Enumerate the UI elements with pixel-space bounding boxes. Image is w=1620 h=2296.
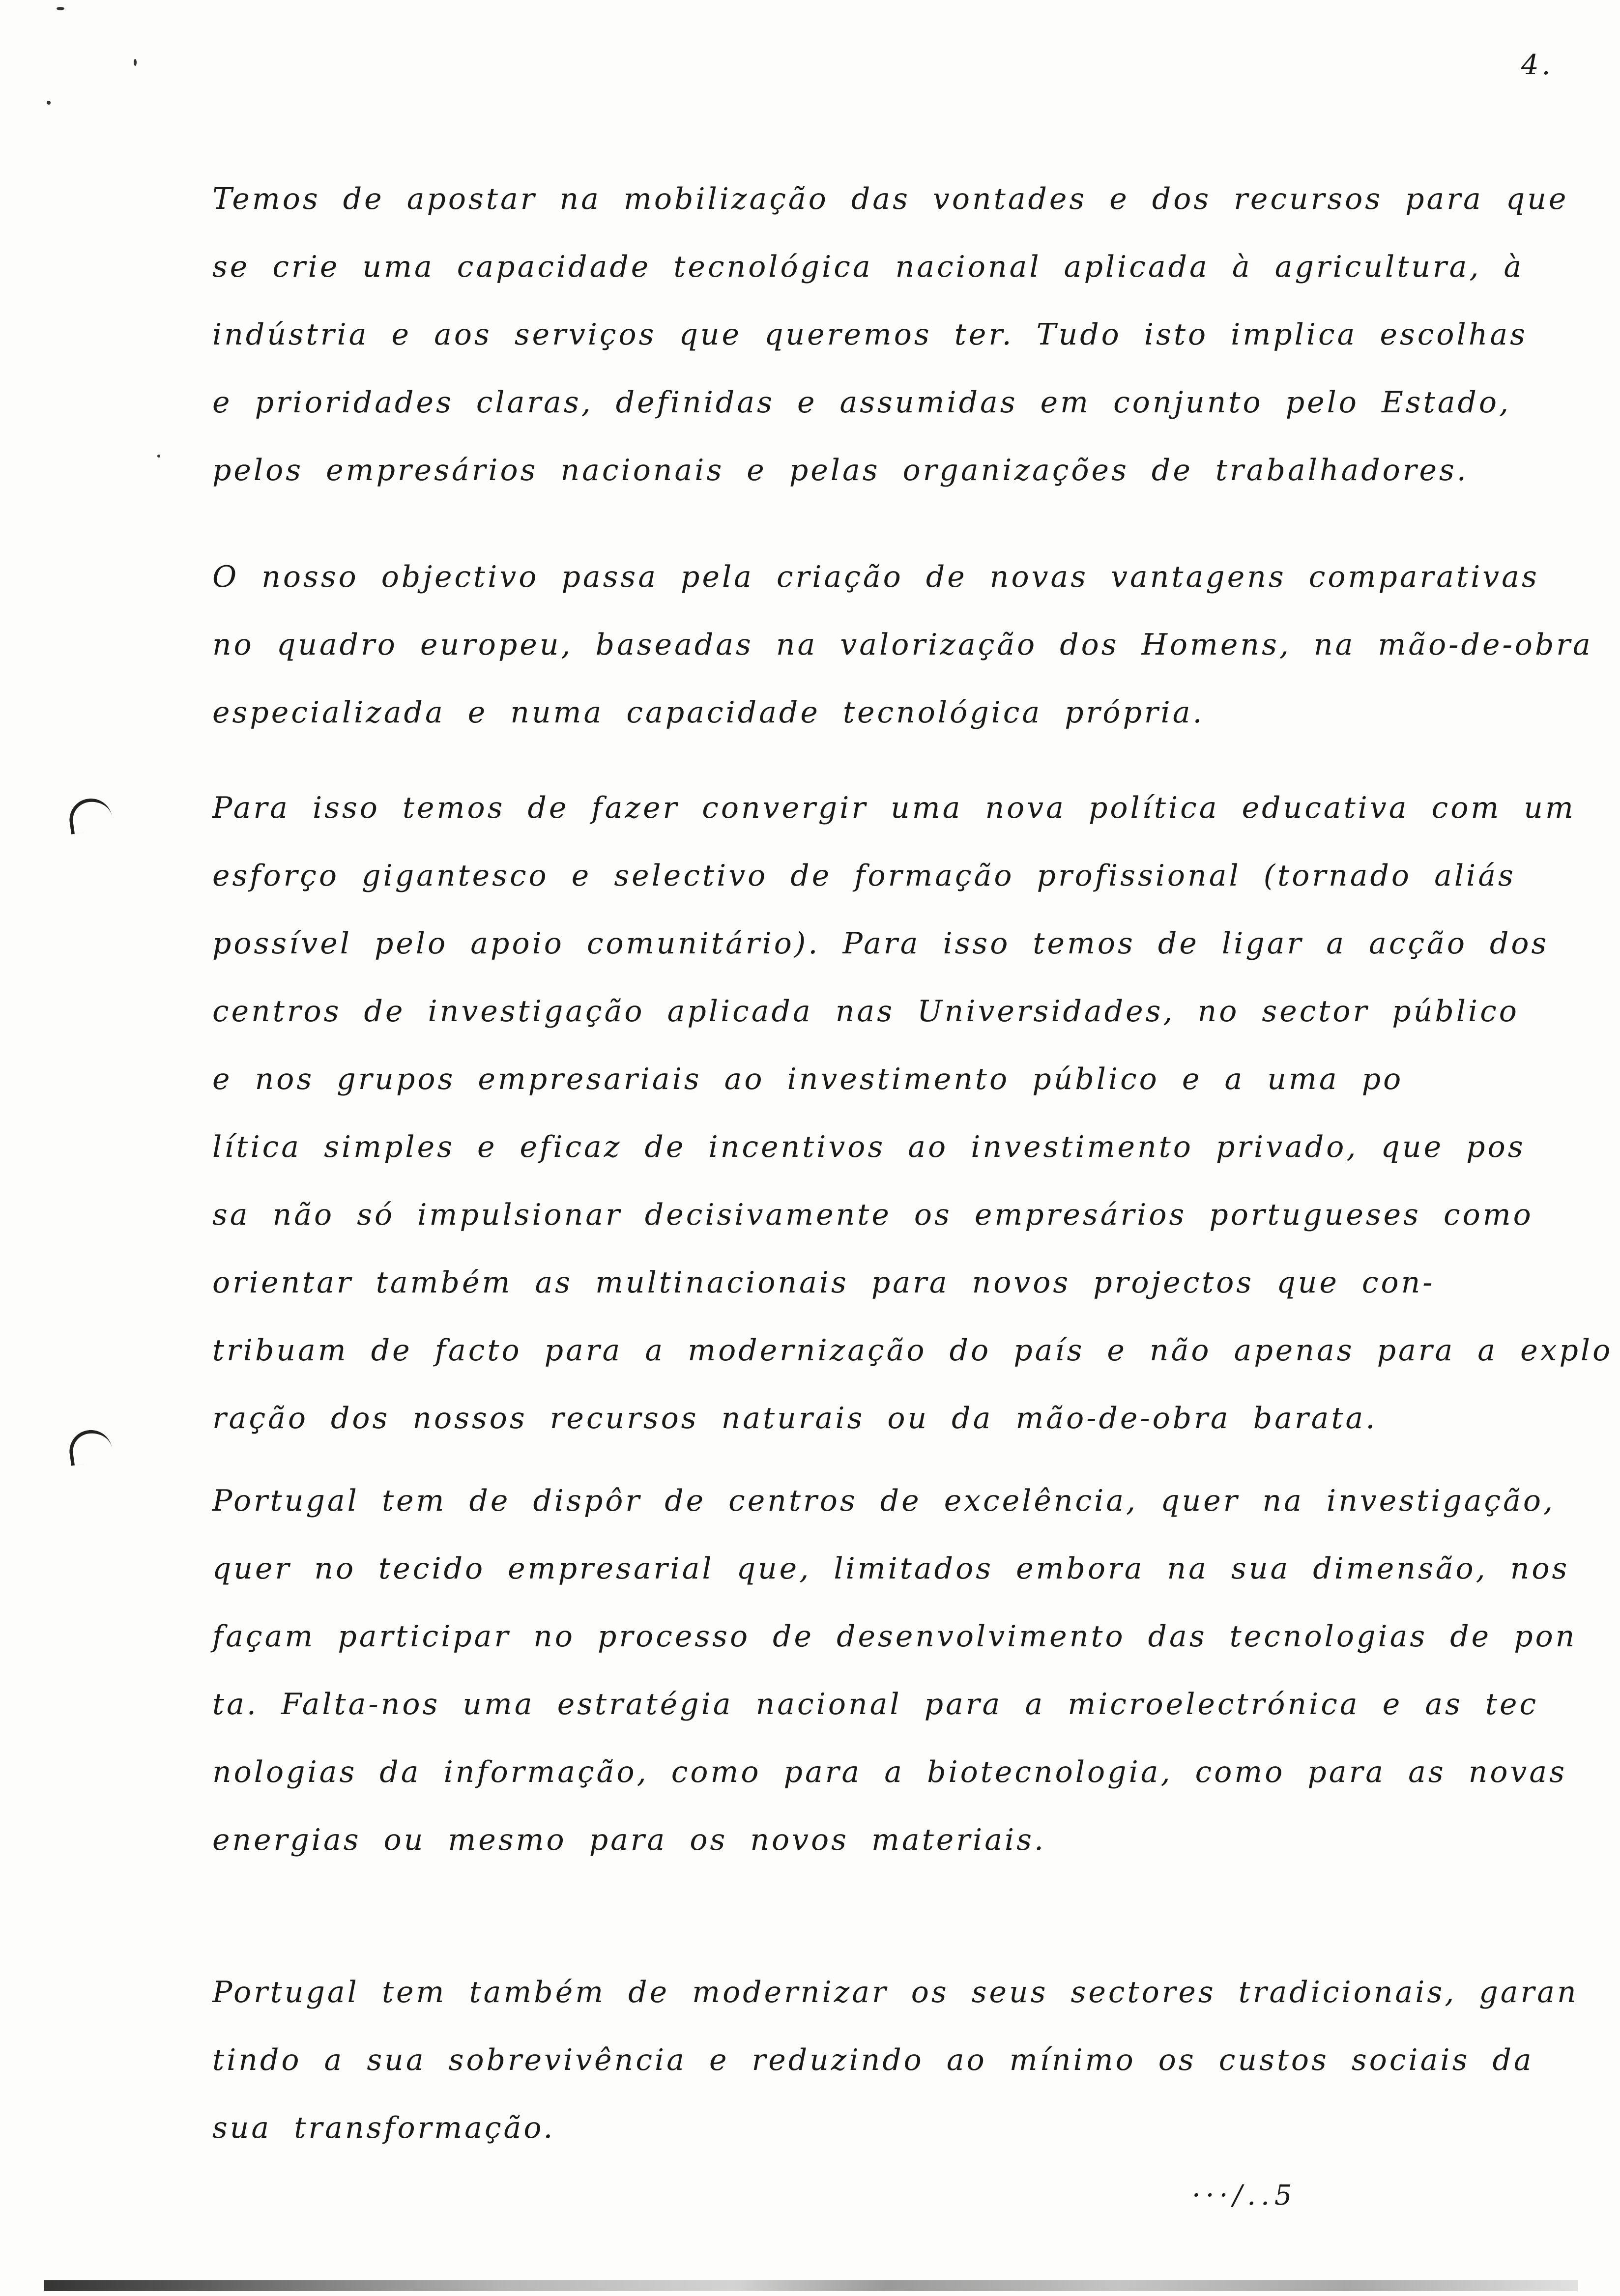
text-line: ração dos nossos recursos naturais ou da mão-de-obra barata. bbox=[212, 1401, 1378, 1435]
text-line: e nos grupos empresariais ao investimento público e a uma po bbox=[212, 1062, 1404, 1096]
text-line: energias ou mesmo para os novos materiais. bbox=[212, 1823, 1046, 1857]
continuation-mark: ···/..5 bbox=[1192, 2180, 1297, 2211]
text-line: quer no tecido empresarial que, limitados embora na sua dimensão, nos bbox=[212, 1551, 1570, 1586]
text-line: nologias da informação, como para a biotecnologia, como para as novas bbox=[212, 1755, 1567, 1789]
text-line: sa não só impulsionar decisivamente os empresários portugueses como bbox=[212, 1198, 1533, 1232]
text-line: especializada e numa capacidade tecnológica própria. bbox=[212, 695, 1205, 730]
paragraph-2 bbox=[212, 543, 1593, 746]
scan-speck bbox=[134, 59, 137, 66]
text-line: tindo a sua sobrevivência e reduzindo ao mínimo os custos sociais da bbox=[212, 2043, 1534, 2077]
text-line: façam participar no processo de desenvolvimento das tecnologias de pon bbox=[212, 1619, 1577, 1654]
text-line: Portugal tem também de modernizar os seus sectores tradicionais, garan bbox=[212, 1975, 1579, 2009]
punch-hole-mark bbox=[67, 1427, 114, 1465]
text-line: sua transformação. bbox=[212, 2111, 555, 2145]
text-line: possível pelo apoio comunitário). Para isso temos de ligar a acção dos bbox=[212, 926, 1549, 961]
punch-hole-mark bbox=[67, 796, 114, 834]
text-line: Portugal tem de dispôr de centros de excelência, quer na investigação, bbox=[212, 1484, 1556, 1518]
scan-speck bbox=[157, 455, 160, 458]
text-line: Para isso temos de fazer convergir uma nova política educativa com um bbox=[212, 791, 1576, 825]
scan-bottom-edge bbox=[44, 2280, 1578, 2291]
paragraph-4 bbox=[212, 1467, 1589, 1874]
text-line: indústria e aos serviços que queremos ter. Tudo isto implica escolhas bbox=[212, 317, 1528, 352]
text-line: esforço gigantesco e selectivo de formação profissional (tornado aliás bbox=[212, 859, 1516, 893]
scan-speck bbox=[57, 7, 64, 10]
text-line: orientar também as multinacionais para novos projectos que con- bbox=[212, 1265, 1435, 1300]
text-line: no quadro europeu, baseadas na valorização dos Homens, na mão-de-obra bbox=[212, 628, 1593, 662]
paragraph-1 bbox=[212, 165, 1589, 504]
text-line: Temos de apostar na mobilização das vontades e dos recursos para que bbox=[212, 182, 1569, 216]
paragraph-3 bbox=[212, 774, 1613, 1452]
text-line: se crie uma capacidade tecnológica nacional aplicada à agricultura, à bbox=[212, 250, 1524, 284]
page-number: 4. bbox=[1521, 49, 1554, 81]
text-line: ta. Falta-nos uma estratégia nacional para a microelectrónica e as tec bbox=[212, 1687, 1539, 1722]
text-line: pelos empresários nacionais e pelas organizações de trabalhadores. bbox=[212, 453, 1469, 488]
text-line: centros de investigação aplicada nas Universidades, no sector público bbox=[212, 994, 1519, 1029]
text-line: tribuam de facto para a modernização do país e não apenas para a explo bbox=[212, 1333, 1613, 1368]
text-line: e prioridades claras, definidas e assumidas em conjunto pelo Estado, bbox=[212, 385, 1511, 420]
text-line: lítica simples e eficaz de incentivos ao investimento privado, que pos bbox=[212, 1130, 1526, 1164]
scan-speck bbox=[47, 101, 51, 105]
paragraph-5 bbox=[212, 1958, 1589, 2162]
text-line: O nosso objectivo passa pela criação de novas vantagens comparativas bbox=[212, 560, 1539, 594]
